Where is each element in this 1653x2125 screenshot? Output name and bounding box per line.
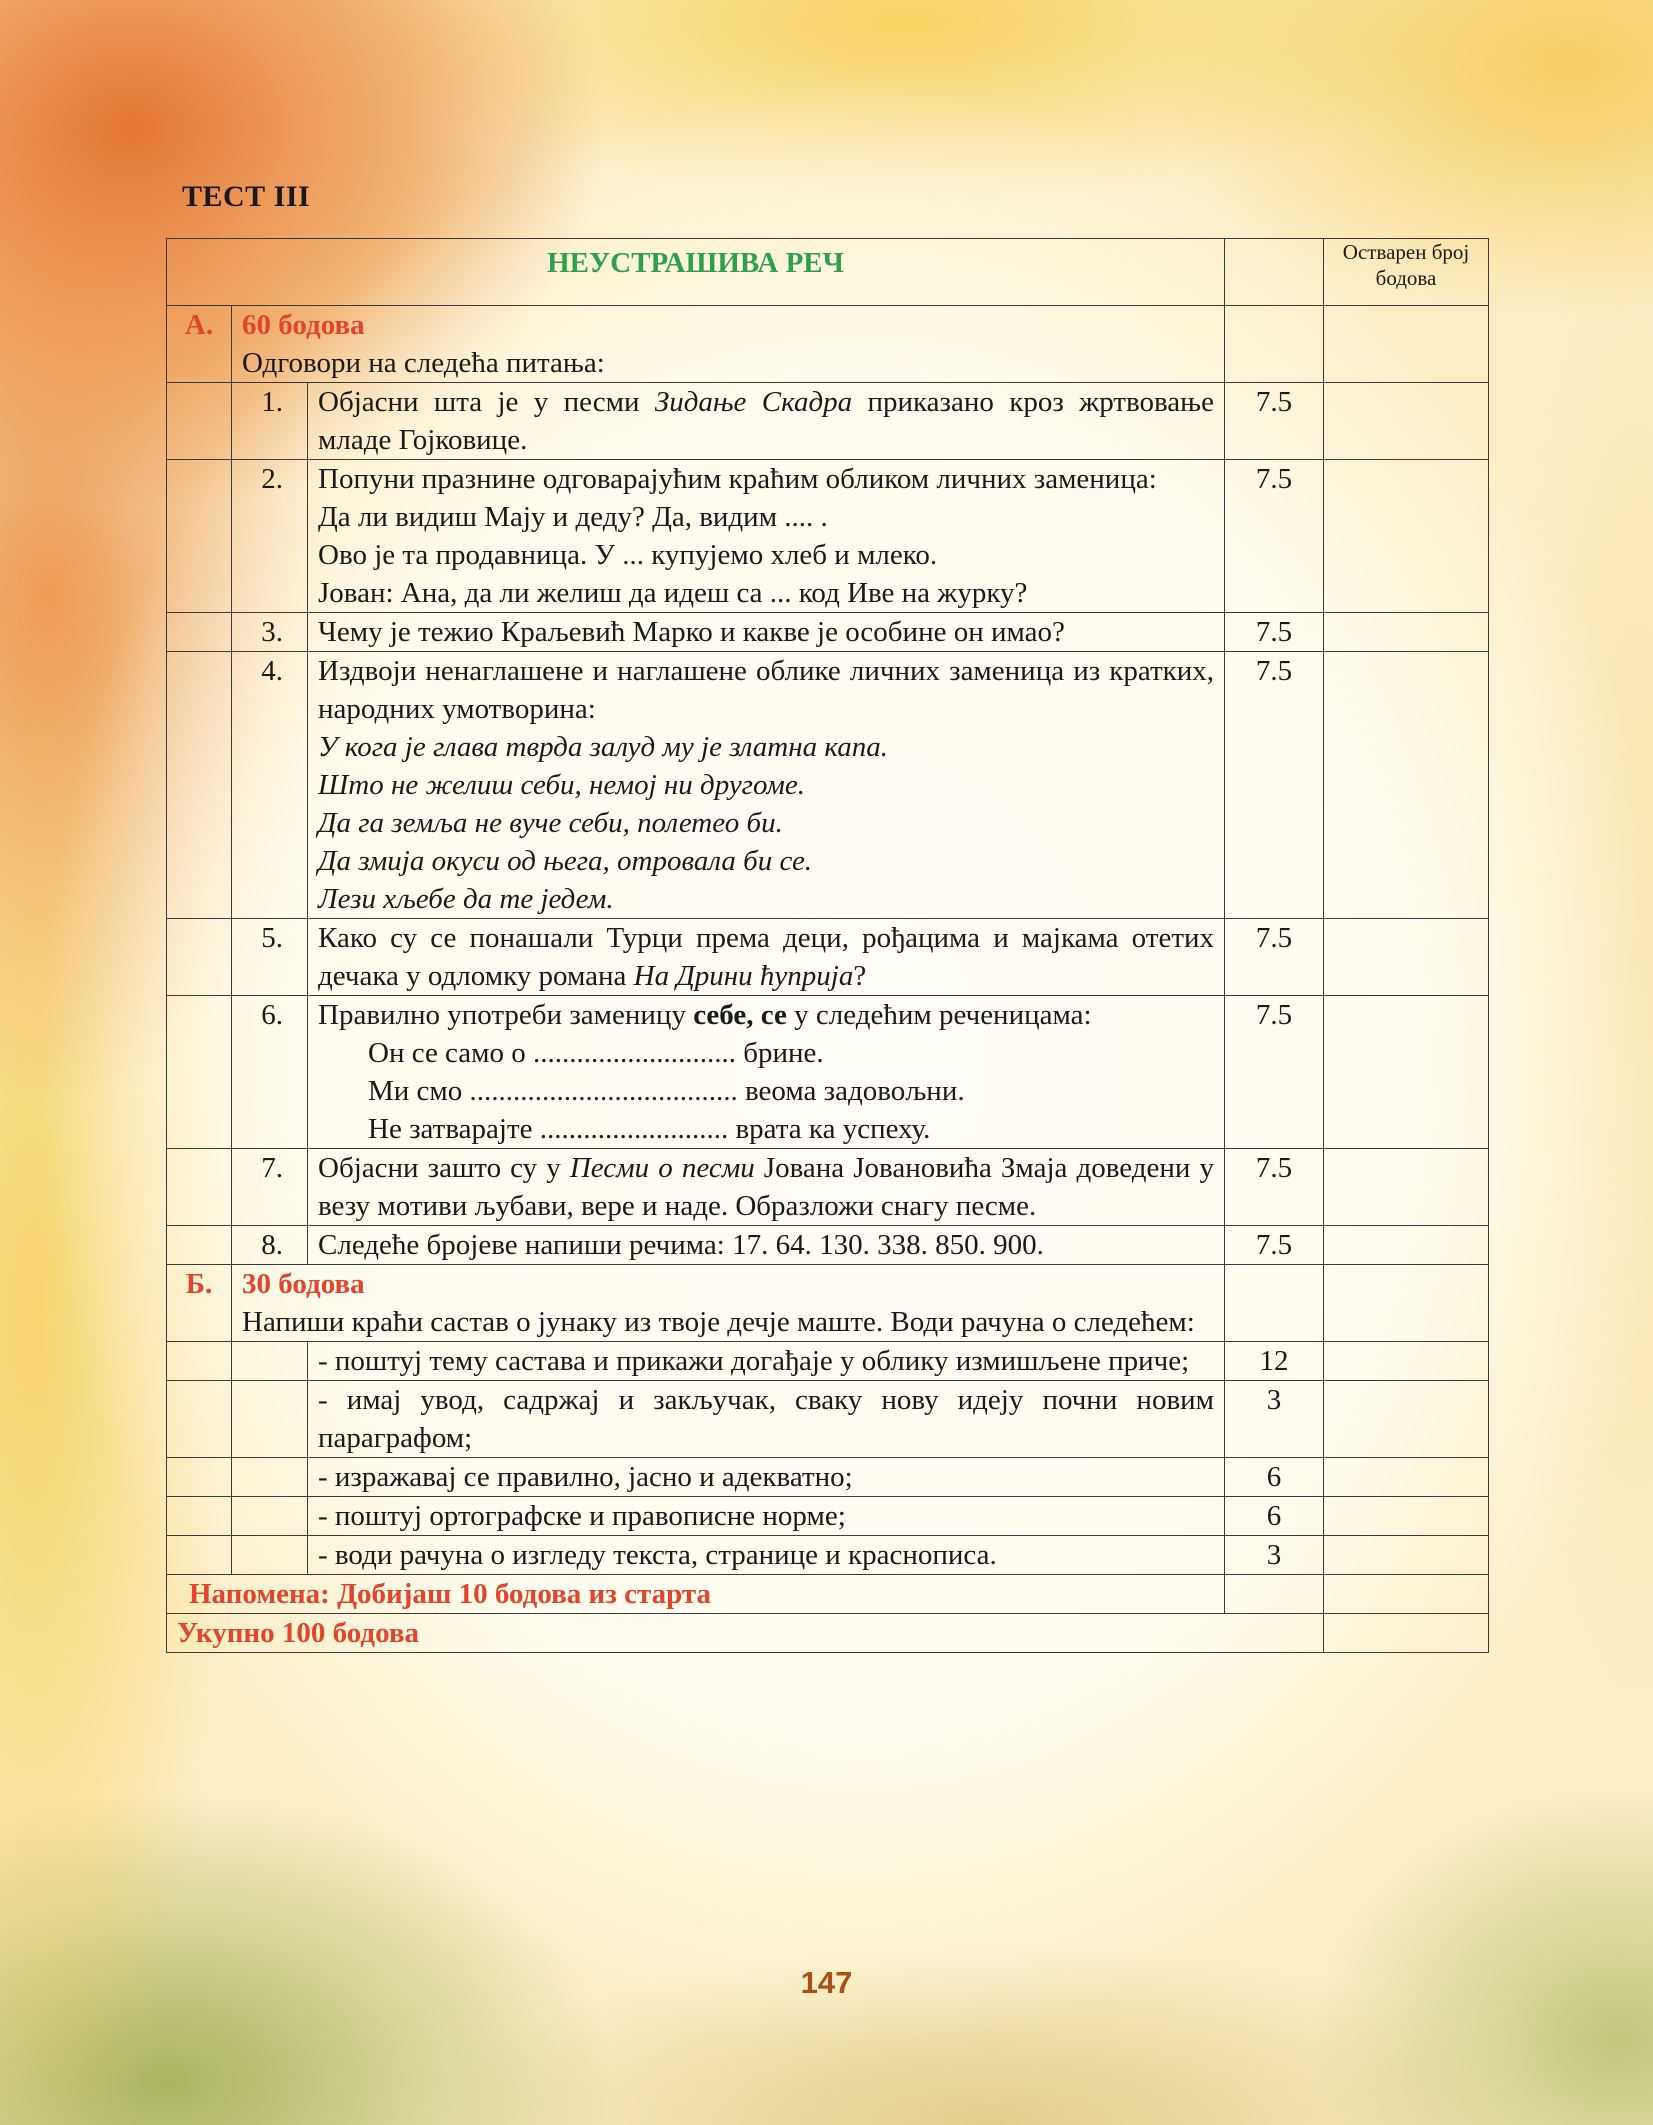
section-b-instruction: Напиши краћи састав о јунаку из твоје дечје маште. Води рачуна о следећем: [242,1306,1195,1338]
number-cell [232,1497,308,1536]
score-cell [1324,460,1489,613]
prompt-segment: Правилно употреби заменицу [318,999,694,1031]
question-number: 7. [232,1149,308,1226]
question-number: 2. [232,460,308,613]
section-b-row [167,1265,1489,1342]
question-number: 5. [232,919,308,996]
question-text [308,383,1225,460]
criterion-row [167,1381,1489,1458]
test-table [166,238,1489,1653]
score-cell [1324,383,1489,460]
question-prompt [318,996,1214,1034]
prompt-segment: приказано кроз жртвовање младе Гојковице. [318,386,1215,456]
question-row [167,383,1489,460]
score-cell [1324,652,1489,919]
score-cell [1324,1342,1489,1381]
question-line: Јован: Ана, да ли желиш да идеш са ... код Иве на журку? [318,577,1028,609]
points-cell [1225,1265,1324,1342]
test-title: НЕУСТРАШИВА РЕЧ [167,239,1225,306]
question-number: 3. [232,613,308,652]
question-text [308,919,1225,996]
prompt-segment: Објасни шта је у песми [318,386,655,418]
question-number: 4. [232,652,308,919]
number-cell [232,1381,308,1458]
score-cell [1324,1614,1489,1653]
criterion-points: 12 [1225,1342,1324,1381]
section-cell [167,613,232,652]
section-cell [167,1342,232,1381]
score-cell [1324,1458,1489,1497]
section-a-instruction: Одговори на следећа питања: [242,347,605,379]
prompt-segment: Чему је тежио Краљевић Марко и какве је особине он имао? [318,616,1065,648]
question-prompt [318,1226,1214,1264]
section-a-points: 60 бодова [242,309,365,341]
score-cell [1324,1497,1489,1536]
prompt-segment: себе, се [693,999,787,1031]
question-line: Што не желиш себи, немој ни другоме. [318,769,806,801]
question-prompt [318,460,1214,498]
question-row [167,1149,1489,1226]
section-cell [167,1149,232,1226]
prompt-segment: Песми о песми [569,1152,755,1184]
question-line: Он се само о ............................ брине. [368,1037,824,1069]
page-title: ТЕСТ III [182,180,311,213]
number-cell [232,1342,308,1381]
prompt-segment: На Дрини ћуприја [633,960,854,992]
score-cell [1324,306,1489,383]
question-prompt [318,613,1214,651]
section-cell [167,1226,232,1265]
question-row [167,652,1489,919]
question-number: 1. [232,383,308,460]
prompt-segment: Јована Јовановића Змаја доведени у везу мотиви љубави, вере и наде. Образложи снагу песме. [318,1152,1214,1222]
question-line: Да га земља не вуче себи, полетео би. [318,807,783,839]
question-text [308,652,1225,919]
section-a-row [167,306,1489,383]
criterion-text: - изражавај се правилно, јасно и адекватно; [308,1458,1225,1497]
criterion-row [167,1458,1489,1497]
page-number: 147 [800,1965,853,2000]
question-text [308,1149,1225,1226]
question-text [308,460,1225,613]
section-cell [167,996,232,1149]
question-number: 6. [232,996,308,1149]
section-cell [167,1381,232,1458]
score-cell [1324,1536,1489,1575]
question-points: 7.5 [1225,1149,1324,1226]
question-text [308,996,1225,1149]
score-cell [1324,1265,1489,1342]
score-cell [1324,919,1489,996]
question-prompt [318,383,1214,459]
score-cell [1324,1149,1489,1226]
criterion-text: - поштуј тему састава и прикажи догађаје у облику измишљене приче; [308,1342,1225,1381]
points-cell [1225,306,1324,383]
header-row [167,239,1489,306]
section-cell [167,1536,232,1575]
criterion-row [167,1536,1489,1575]
question-points: 7.5 [1225,383,1324,460]
criterion-text: - имај увод, садржај и закључак, сваку нову идеју почни новим параграфом; [308,1381,1225,1458]
question-points: 7.5 [1225,652,1324,919]
criterion-text: - поштуј ортографске и правописне норме; [308,1497,1225,1536]
prompt-segment: Издвоји ненаглашене и наглашене облике личних заменица из кратких, народних умотворина: [318,655,1215,725]
section-a-marker: А. [167,306,232,383]
criterion-row [167,1342,1489,1381]
section-cell [167,460,232,613]
question-row [167,460,1489,613]
section-b-heading [232,1265,1225,1342]
criterion-points: 3 [1225,1381,1324,1458]
question-line: Ово је та продавница. У ... купујемо хлеб и млеко. [318,539,938,571]
total-row [167,1614,1489,1653]
section-cell [167,652,232,919]
section-cell [167,1458,232,1497]
prompt-segment: Следеће бројеве напиши речима: 17. 64. 130. 338. 850. 900. [318,1229,1044,1261]
section-b-marker: Б. [167,1265,232,1342]
points-cell [1225,1575,1324,1614]
prompt-segment: Како су се понашали Турци према деци, рођацима и мајкама отетих дечака у одломку романа [318,922,1215,992]
question-row [167,1226,1489,1265]
question-row [167,996,1489,1149]
criterion-row [167,1497,1489,1536]
score-cell [1324,1226,1489,1265]
question-points: 7.5 [1225,613,1324,652]
criterion-points: 6 [1225,1497,1324,1536]
number-cell [232,1536,308,1575]
note-row [167,1575,1489,1614]
prompt-segment: у следећим реченицама: [786,999,1092,1031]
number-cell [232,1458,308,1497]
question-row [167,919,1489,996]
criterion-points: 3 [1225,1536,1324,1575]
score-cell [1324,1575,1489,1614]
score-column-label: Остварен број бодова [1324,239,1489,306]
prompt-segment: ? [853,960,867,992]
question-line: У кога је глава тврда залуд му је златна капа. [318,731,888,763]
question-points: 7.5 [1225,1226,1324,1265]
total-points: Укупно 100 бодова [167,1614,1324,1653]
section-cell [167,383,232,460]
bonus-note: Напомена: Добијаш 10 бодова из старта [167,1575,1225,1614]
question-line: Да ли видиш Мају и деду? Да, видим .... . [318,501,828,533]
section-a-heading [232,306,1225,383]
question-prompt [318,652,1214,728]
question-line: Ми смо ..................................... веома задовољни. [368,1075,965,1107]
question-line: Не затварајте .......................... врата ка успеху. [368,1113,931,1145]
question-prompt [318,919,1214,995]
question-points: 7.5 [1225,460,1324,613]
section-b-points: 30 бодова [242,1268,365,1300]
question-number: 8. [232,1226,308,1265]
question-points: 7.5 [1225,996,1324,1149]
question-text [308,613,1225,652]
header-points-cell [1225,239,1324,306]
prompt-segment: Зидање Скадра [654,386,853,418]
question-line: Да змија окуси од њега, отровала би се. [318,845,813,877]
question-points: 7.5 [1225,919,1324,996]
question-row [167,613,1489,652]
prompt-segment: Објасни зашто су у [318,1152,570,1184]
score-cell [1324,1381,1489,1458]
question-line: Лези хљебе да те једем. [318,883,614,915]
section-cell [167,1497,232,1536]
score-cell [1324,613,1489,652]
question-prompt [318,1149,1214,1225]
prompt-segment: Попуни празнине одговарајућим краћим обликом личних заменица: [318,463,1157,495]
question-text [308,1226,1225,1265]
score-cell [1324,996,1489,1149]
section-cell [167,919,232,996]
criterion-points: 6 [1225,1458,1324,1497]
criterion-text: - води рачуна о изгледу текста, странице и краснописа. [308,1536,1225,1575]
